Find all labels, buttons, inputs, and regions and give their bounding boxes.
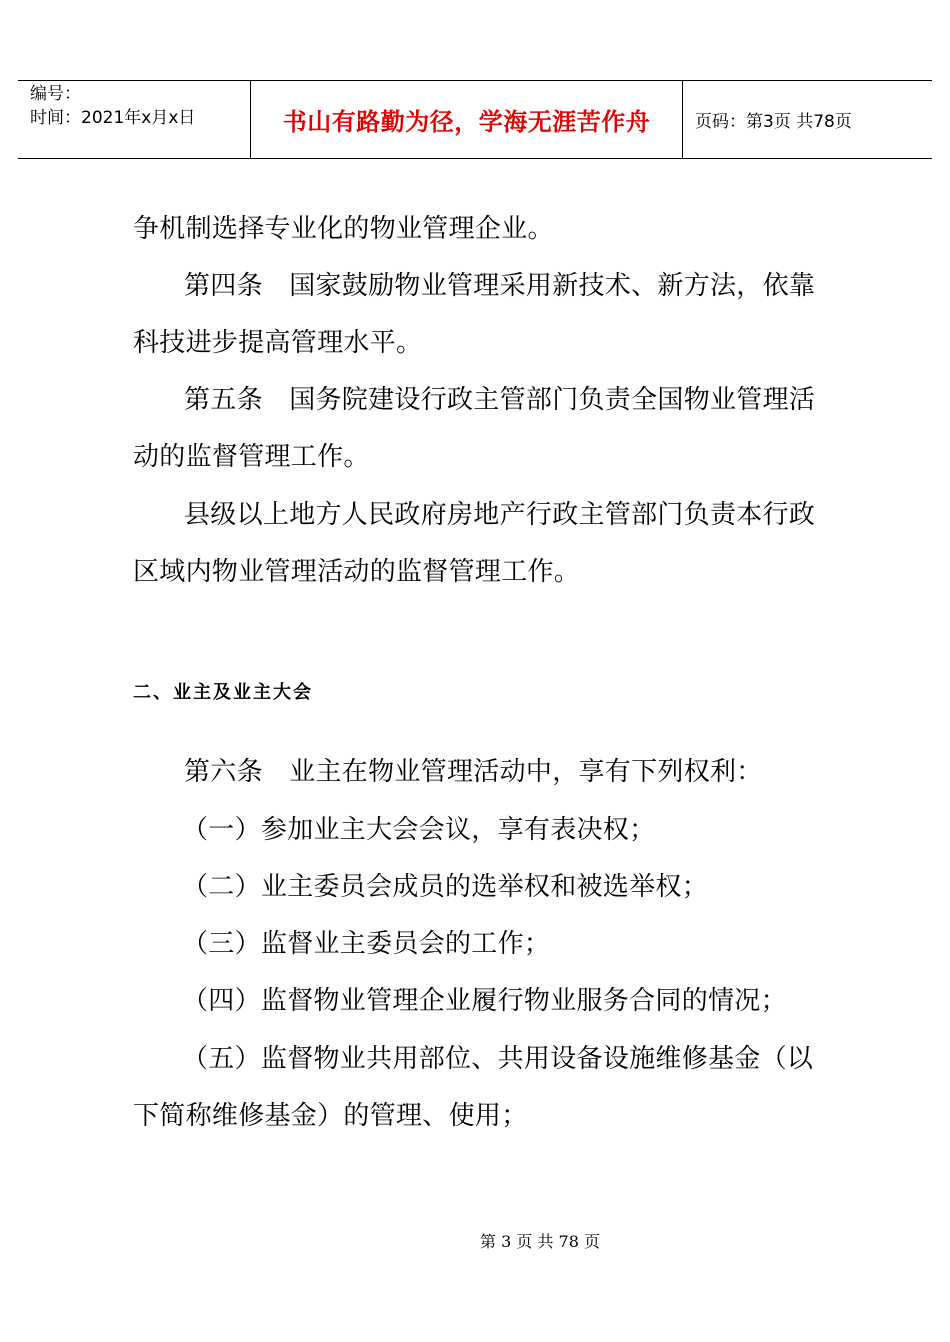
paragraph-line: 区域内物业管理活动的监督管理工作。 bbox=[133, 557, 581, 587]
paragraph-line: 争机制选择专业化的物业管理企业。 bbox=[133, 214, 554, 244]
page-footer: 第 3 页 共 78 页 bbox=[480, 1232, 600, 1251]
list-item: （一）参加业主大会会议，享有表决权； bbox=[182, 815, 656, 845]
paragraph-line: 第五条 国务院建设行政主管部门负责全国物业管理活 bbox=[184, 385, 816, 415]
list-item: （二）业主委员会成员的选举权和被选举权； bbox=[182, 872, 709, 902]
time-label: 时间：2021年x月x日 bbox=[30, 108, 196, 128]
paragraph-line: 动的监督管理工作。 bbox=[133, 442, 370, 472]
paragraph-line: 县级以上地方人民政府房地产行政主管部门负责本行政 bbox=[184, 500, 816, 530]
list-item: （三）监督业主委员会的工作； bbox=[182, 929, 551, 959]
number-label: 编号： bbox=[30, 84, 81, 104]
header-motto: 书山有路勤为径，学海无涯苦作舟 bbox=[251, 81, 683, 158]
paragraph-line: 第四条 国家鼓励物业管理采用新技术、新方法，依靠 bbox=[184, 271, 816, 301]
list-item: （四）监督物业管理企业履行物业服务合同的情况； bbox=[182, 986, 787, 1016]
article-line: 第六条 业主在物业管理活动中，享有下列权利： bbox=[184, 757, 763, 787]
list-item: （五）监督物业共用部位、共用设备设施维修基金（以 bbox=[182, 1044, 814, 1074]
list-item-continuation: 下简称维修基金）的管理、使用； bbox=[133, 1101, 528, 1131]
header-meta bbox=[18, 81, 251, 158]
section-heading: 二、业主及业主大会 bbox=[133, 682, 313, 703]
paragraph-line: 科技进步提高管理水平。 bbox=[133, 328, 423, 358]
document-header bbox=[18, 80, 932, 159]
header-page-info: 页码：第3页 共78页 bbox=[695, 112, 852, 132]
